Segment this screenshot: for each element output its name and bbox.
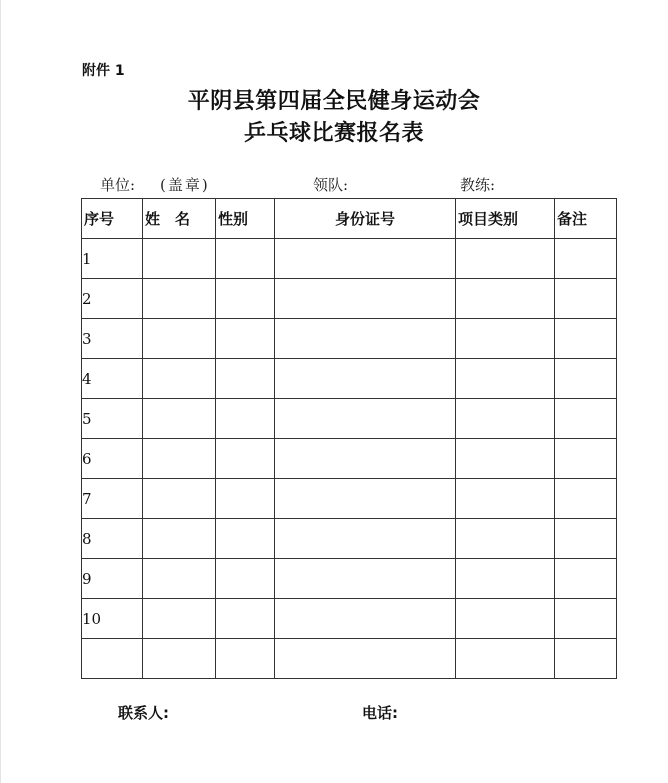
cell-seq: 6 <box>82 439 143 479</box>
cell-seq: 9 <box>82 559 143 599</box>
table-row <box>82 359 617 399</box>
cell-gender[interactable] <box>216 239 275 279</box>
table-row <box>82 439 617 479</box>
document-title: 平阴县第四届全民健身运动会 <box>187 88 481 114</box>
cell-gender[interactable] <box>216 439 275 479</box>
cell-event-category[interactable] <box>456 479 555 519</box>
cell-name[interactable] <box>143 319 216 359</box>
registration-table <box>81 198 617 679</box>
cell-name[interactable] <box>143 479 216 519</box>
cell-name[interactable] <box>143 599 216 639</box>
cell-remarks[interactable] <box>555 399 617 439</box>
table-row <box>82 279 617 319</box>
table-row <box>82 599 617 639</box>
document-subtitle: 乒乓球比赛报名表 <box>243 120 424 146</box>
cell-gender[interactable] <box>216 479 275 519</box>
header-id-number: 身份证号 <box>275 199 456 239</box>
cell-remarks[interactable] <box>555 599 617 639</box>
cell-seq: 10 <box>82 599 143 639</box>
cell-event-category[interactable] <box>456 279 555 319</box>
cell-name[interactable] <box>143 359 216 399</box>
cell-seq <box>82 639 143 679</box>
cell-event-category[interactable] <box>456 519 555 559</box>
cell-remarks[interactable] <box>555 439 617 479</box>
header-event-category: 项目类别 <box>456 199 555 239</box>
table-row <box>82 559 617 599</box>
team-leader-label: 领队: <box>313 176 349 194</box>
cell-remarks[interactable] <box>555 239 617 279</box>
cell-seq: 1 <box>82 239 143 279</box>
cell-remarks[interactable] <box>555 559 617 599</box>
cell-remarks[interactable] <box>555 279 617 319</box>
header-gender: 性别 <box>216 199 275 239</box>
table-row <box>82 519 617 559</box>
cell-name[interactable] <box>143 239 216 279</box>
cell-id-number[interactable] <box>275 559 456 599</box>
coach-label: 教练: <box>460 176 496 194</box>
phone-label: 电话: <box>362 704 398 722</box>
attachment-label: 附件 1 <box>82 63 125 79</box>
cell-remarks[interactable] <box>555 479 617 519</box>
contact-person-label: 联系人: <box>118 704 169 722</box>
cell-seq: 8 <box>82 519 143 559</box>
cell-id-number[interactable] <box>275 639 456 679</box>
cell-event-category[interactable] <box>456 359 555 399</box>
cell-name[interactable] <box>143 639 216 679</box>
table-row <box>82 239 617 279</box>
cell-remarks[interactable] <box>555 319 617 359</box>
cell-remarks[interactable] <box>555 519 617 559</box>
cell-id-number[interactable] <box>275 279 456 319</box>
cell-id-number[interactable] <box>275 479 456 519</box>
header-name: 姓 名 <box>143 199 216 239</box>
table-row <box>82 479 617 519</box>
cell-gender[interactable] <box>216 399 275 439</box>
cell-remarks[interactable] <box>555 359 617 399</box>
cell-name[interactable] <box>143 279 216 319</box>
cell-gender[interactable] <box>216 279 275 319</box>
header-seq: 序号 <box>82 199 143 239</box>
table-row <box>82 399 617 439</box>
unit-label: 单位: <box>100 176 136 194</box>
cell-event-category[interactable] <box>456 319 555 359</box>
cell-id-number[interactable] <box>275 399 456 439</box>
cell-id-number[interactable] <box>275 239 456 279</box>
cell-event-category[interactable] <box>456 639 555 679</box>
cell-name[interactable] <box>143 559 216 599</box>
cell-id-number[interactable] <box>275 359 456 399</box>
unit-seal-note: (盖章) <box>160 176 210 194</box>
cell-seq: 2 <box>82 279 143 319</box>
cell-id-number[interactable] <box>275 319 456 359</box>
cell-seq: 4 <box>82 359 143 399</box>
cell-event-category[interactable] <box>456 239 555 279</box>
cell-gender[interactable] <box>216 359 275 399</box>
cell-event-category[interactable] <box>456 439 555 479</box>
cell-name[interactable] <box>143 439 216 479</box>
cell-name[interactable] <box>143 399 216 439</box>
cell-seq: 3 <box>82 319 143 359</box>
table-header-row <box>82 199 617 239</box>
cell-seq: 7 <box>82 479 143 519</box>
cell-seq: 5 <box>82 399 143 439</box>
cell-remarks[interactable] <box>555 639 617 679</box>
cell-event-category[interactable] <box>456 599 555 639</box>
cell-gender[interactable] <box>216 639 275 679</box>
cell-event-category[interactable] <box>456 559 555 599</box>
cell-gender[interactable] <box>216 559 275 599</box>
header-remarks: 备注 <box>555 199 617 239</box>
cell-event-category[interactable] <box>456 399 555 439</box>
cell-gender[interactable] <box>216 519 275 559</box>
cell-id-number[interactable] <box>275 599 456 639</box>
cell-id-number[interactable] <box>275 439 456 479</box>
cell-name[interactable] <box>143 519 216 559</box>
table-row <box>82 319 617 359</box>
table-row <box>82 639 617 679</box>
cell-id-number[interactable] <box>275 519 456 559</box>
cell-gender[interactable] <box>216 599 275 639</box>
cell-gender[interactable] <box>216 319 275 359</box>
